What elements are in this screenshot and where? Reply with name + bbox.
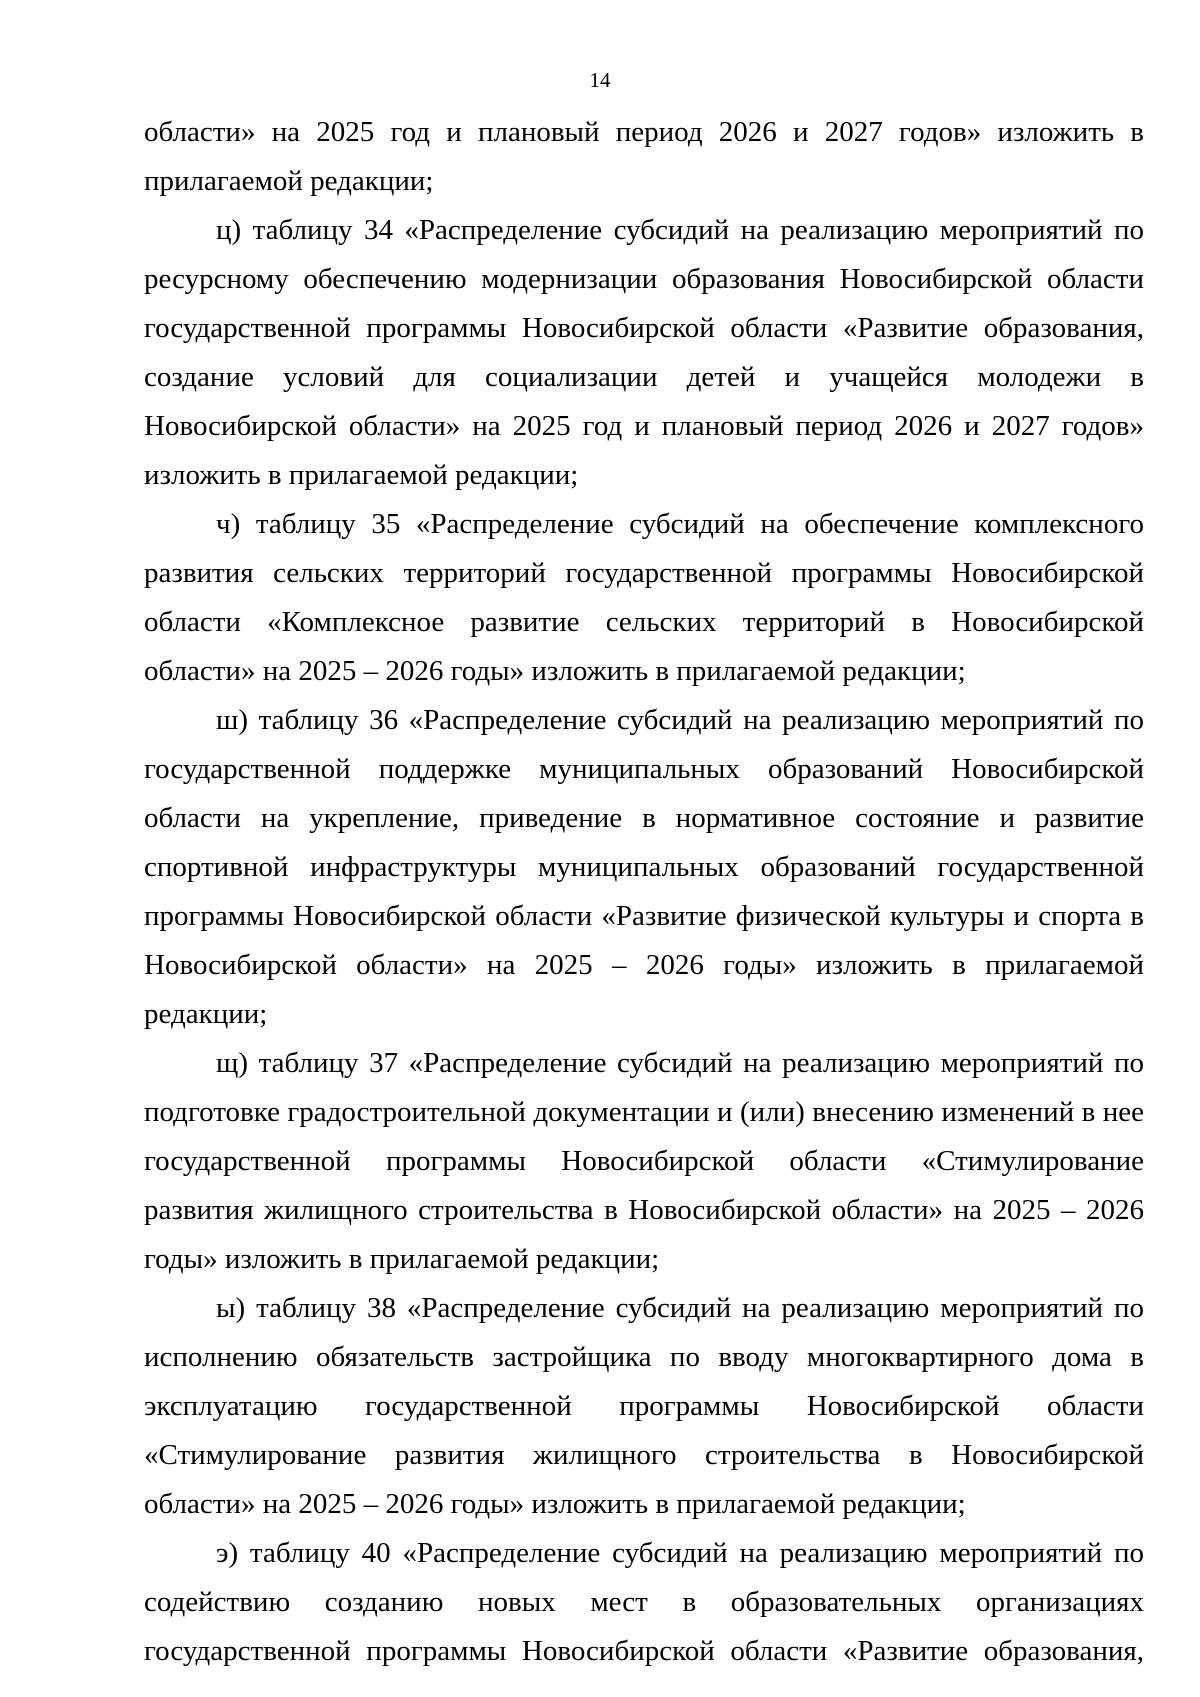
paragraph-item-ch: ч) таблицу 35 «Распределение субсидий на обеспечение комплексного развития сельских территорий государственной программы Новосибирской области «Комплексное развитие сельских территорий в Новосибирской области» на 2025 – 2026 годы» изложить в прилагаемой редакции; xyxy=(144,508,1144,687)
page-number: 14 xyxy=(589,68,611,92)
paragraph-item-shch: щ) таблицу 37 «Распределение субсидий на реализацию мероприятий по подготовке градостроительной документации и (или) внесению изменений в нее государственной программы Новосибирской области «Стимулирование развития жилищного строительства в Новосибирской области» на 2025 – 2026 годы» изложить в прилагаемой редакции; xyxy=(144,1047,1144,1275)
paragraph-continuation: области» на 2025 год и плановый период 2026 и 2027 годов» изложить в прилагаемой редакции; xyxy=(144,116,1144,197)
document-body xyxy=(144,108,1144,1676)
paragraph-item-y: ы) таблицу 38 «Распределение субсидий на реализацию мероприятий по исполнению обязательств застройщика по вводу многоквартирного дома в эксплуатацию государственной программы Новосибирской области «Стимулирование развития жилищного строительства в Новосибирской области» на 2025 – 2026 годы» изложить в прилагаемой редакции; xyxy=(144,1292,1144,1520)
paragraph-item-ts: ц) таблицу 34 «Распределение субсидий на реализацию мероприятий по ресурсному обеспечению модернизации образования Новосибирской области государственной программы Новосибирской области «Развитие образования, создание условий для социализации детей и учащейся молодежи в Новосибирской области» на 2025 год и плановый период 2026 и 2027 годов» изложить в прилагаемой редакции; xyxy=(144,214,1144,491)
paragraph-item-e: э) таблицу 40 «Распределение субсидий на реализацию мероприятий по содействию созданию новых мест в образовательных организациях государственной программы Новосибирской области «Развитие образования, xyxy=(144,1537,1144,1667)
paragraph-item-sh: ш) таблицу 36 «Распределение субсидий на реализацию мероприятий по государственной поддержке муниципальных образований Новосибирской области на укрепление, приведение в нормативное состояние и развитие спортивной инфраструктуры муниципальных образований государственной программы Новосибирской области «Развитие физической культуры и спорта в Новосибирской области» на 2025 – 2026 годы» изложить в прилагаемой редакции; xyxy=(144,704,1144,1030)
